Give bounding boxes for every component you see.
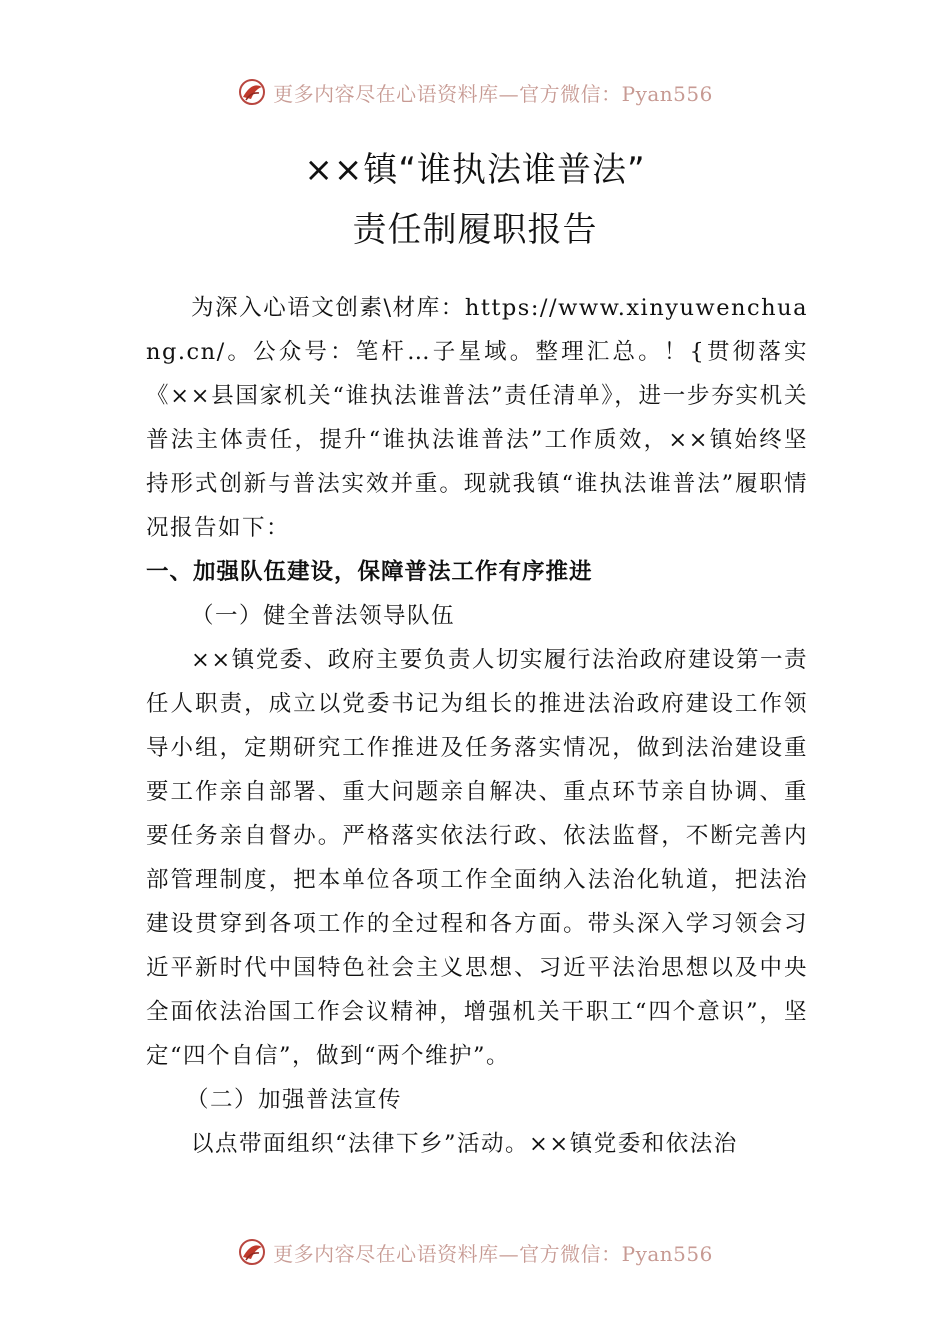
watermark-text: 更多内容尽在心语资料库—官方微信：Pyan556	[273, 1241, 713, 1266]
document-title-line1: ××镇“谁执法谁普法”	[304, 150, 646, 190]
section1-heading: 一、加强队伍建设，保障普法工作有序推进	[146, 559, 593, 585]
red-fan-logo-icon	[237, 1237, 267, 1267]
subsection1-heading: （一）健全普法领导队伍	[191, 603, 456, 629]
intro-paragraph: 为深入心语文创素\材库：https://www.xinyuwenchuang.cn/。公众号：笔杆…子星域。整理汇总。！{贯彻落实《××县国家机关“谁执法谁普法”责任清单》，进一步夯实机关普法主体责任，提升“谁执法谁普法”工作质效，××镇始终坚持形式创新与普法实效并重。现就我镇“谁执法谁普法”履职情况报告如下：	[146, 295, 808, 541]
red-fan-logo-icon	[237, 77, 267, 107]
document-body	[146, 286, 808, 1166]
watermark-banner-bottom	[0, 1232, 950, 1272]
document-title-line2: 责任制履职报告	[352, 210, 598, 250]
subsection2-heading: （二）加强普法宣传	[186, 1087, 403, 1113]
subsection2-paragraph: 以点带面组织“法律下乡”活动。××镇党委和依法治	[191, 1131, 738, 1157]
watermark-banner-top	[0, 72, 950, 112]
watermark-text: 更多内容尽在心语资料库—官方微信：Pyan556	[273, 81, 713, 106]
subsection1-paragraph: ××镇党委、政府主要负责人切实履行法治政府建设第一责任人职责，成立以党委书记为组长的推进法治政府建设工作领导小组，定期研究工作推进及任务落实情况，做到法治建设重要工作亲自部署、重大问题亲自解决、重点环节亲自协调、重要任务亲自督办。严格落实依法行政、依法监督，不断完善内部管理制度，把本单位各项工作全面纳入法治化轨道，把法治建设贯穿到各项工作的全过程和各方面。带头深入学习领会习近平新时代中国特色社会主义思想、习近平法治思想以及中央全面依法治国工作会议精神，增强机关干职工“四个意识”，坚定“四个自信”，做到“两个维护”。	[146, 647, 808, 1069]
